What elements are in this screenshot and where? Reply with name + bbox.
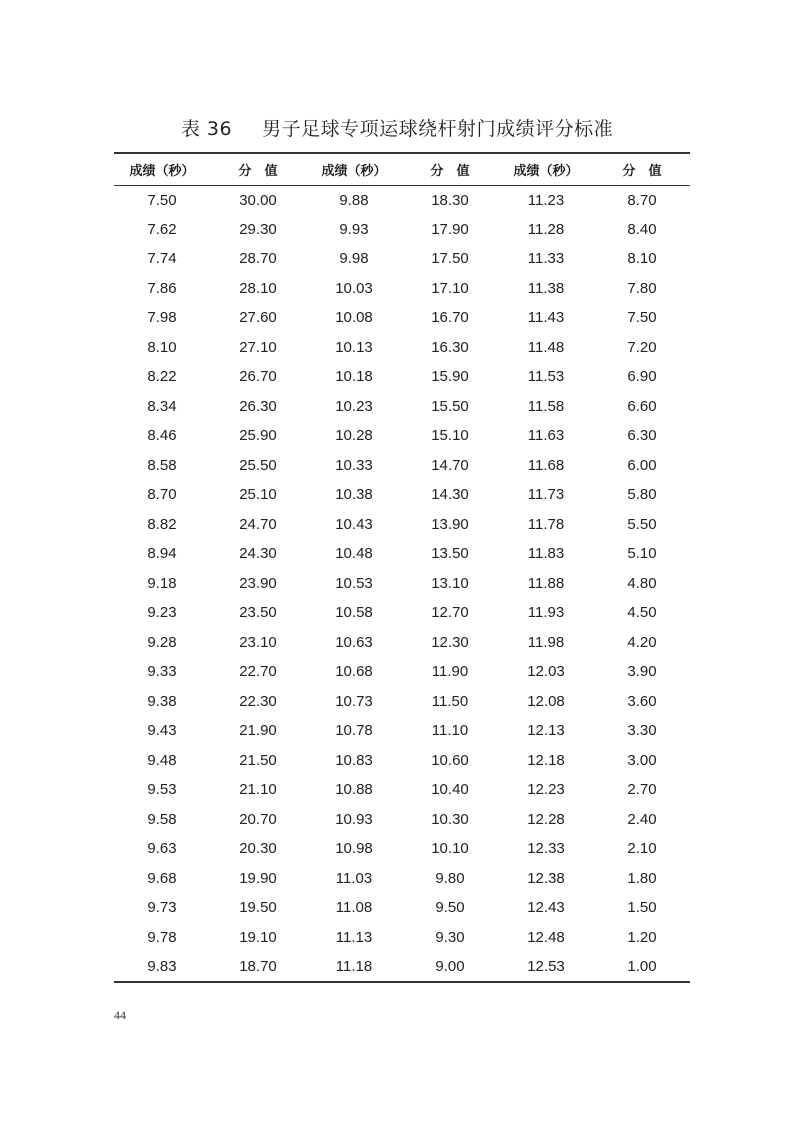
cell-time-2: 10.18 bbox=[335, 368, 373, 386]
table-row bbox=[114, 952, 690, 982]
cell-time-2: 10.88 bbox=[335, 781, 373, 799]
cell-score-3: 5.50 bbox=[627, 515, 657, 533]
cell-time-1: 9.18 bbox=[147, 574, 177, 592]
cell-score-1: 23.90 bbox=[239, 574, 277, 592]
cell-time-1: 7.86 bbox=[147, 279, 177, 297]
cell-time-3: 12.38 bbox=[527, 869, 565, 887]
cell-score-3: 2.70 bbox=[627, 781, 657, 799]
cell-score-3: 1.50 bbox=[627, 899, 657, 917]
table-row bbox=[114, 303, 690, 333]
cell-time-3: 12.33 bbox=[527, 840, 565, 858]
cell-score-1: 27.60 bbox=[239, 309, 277, 327]
cell-score-2: 17.90 bbox=[431, 220, 469, 238]
cell-time-1: 9.73 bbox=[147, 899, 177, 917]
cell-score-3: 4.20 bbox=[627, 633, 657, 651]
cell-time-3: 11.58 bbox=[527, 397, 565, 415]
cell-score-3: 5.10 bbox=[627, 545, 657, 563]
table-row bbox=[114, 480, 690, 510]
table-row bbox=[114, 628, 690, 658]
cell-score-2: 14.70 bbox=[431, 456, 469, 474]
cell-score-1: 20.30 bbox=[239, 840, 277, 858]
cell-score-3: 3.00 bbox=[627, 751, 657, 769]
cell-time-2: 10.98 bbox=[335, 840, 373, 858]
cell-time-1: 9.58 bbox=[147, 810, 177, 828]
cell-score-1: 21.50 bbox=[239, 751, 277, 769]
cell-time-3: 11.53 bbox=[527, 368, 565, 386]
cell-score-1: 28.70 bbox=[239, 250, 277, 268]
cell-score-3: 6.60 bbox=[627, 397, 657, 415]
cell-time-1: 7.50 bbox=[147, 191, 177, 209]
cell-time-1: 9.63 bbox=[147, 840, 177, 858]
cell-score-2: 16.70 bbox=[431, 309, 469, 327]
cell-time-2: 10.68 bbox=[335, 663, 373, 681]
table-row bbox=[114, 510, 690, 540]
cell-score-2: 17.50 bbox=[431, 250, 469, 268]
cell-time-3: 11.83 bbox=[527, 545, 565, 563]
cell-score-2: 16.30 bbox=[431, 338, 469, 356]
cell-score-3: 2.40 bbox=[627, 810, 657, 828]
table-row bbox=[114, 893, 690, 923]
table-caption: 男子足球专项运球绕杆射门成绩评分标准 bbox=[262, 118, 614, 140]
cell-score-1: 21.90 bbox=[239, 722, 277, 740]
cell-score-3: 3.60 bbox=[627, 692, 657, 710]
cell-time-3: 11.93 bbox=[527, 604, 565, 622]
cell-time-2: 11.08 bbox=[335, 899, 373, 917]
cell-score-3: 3.90 bbox=[627, 663, 657, 681]
cell-time-3: 12.23 bbox=[527, 781, 565, 799]
header-time-3: 成绩（秒） bbox=[498, 153, 594, 185]
table-row bbox=[114, 244, 690, 274]
cell-score-1: 20.70 bbox=[239, 810, 277, 828]
cell-score-1: 24.30 bbox=[239, 545, 277, 563]
cell-score-1: 18.70 bbox=[210, 952, 306, 982]
cell-score-1: 26.30 bbox=[239, 397, 277, 415]
cell-score-3: 8.10 bbox=[627, 250, 657, 268]
cell-score-1: 25.90 bbox=[239, 427, 277, 445]
cell-score-2: 9.00 bbox=[402, 952, 498, 982]
cell-score-3: 7.80 bbox=[627, 279, 657, 297]
table-row bbox=[114, 392, 690, 422]
cell-time-3: 11.68 bbox=[527, 456, 565, 474]
table-row bbox=[114, 215, 690, 245]
cell-score-2: 12.70 bbox=[431, 604, 469, 622]
cell-time-1: 8.34 bbox=[147, 397, 177, 415]
cell-time-1: 8.82 bbox=[147, 515, 177, 533]
cell-score-1: 21.10 bbox=[239, 781, 277, 799]
table-row bbox=[114, 569, 690, 599]
cell-score-2: 9.30 bbox=[435, 928, 465, 946]
cell-time-3: 12.53 bbox=[498, 952, 594, 982]
cell-score-2: 13.10 bbox=[431, 574, 469, 592]
header-row bbox=[114, 153, 690, 185]
cell-time-3: 11.38 bbox=[527, 279, 565, 297]
cell-time-2: 10.38 bbox=[335, 486, 373, 504]
table-row bbox=[114, 362, 690, 392]
cell-score-3: 1.00 bbox=[594, 952, 690, 982]
cell-score-1: 25.10 bbox=[239, 486, 277, 504]
cell-time-3: 12.03 bbox=[527, 663, 565, 681]
table-row bbox=[114, 333, 690, 363]
cell-time-2: 10.63 bbox=[335, 633, 373, 651]
cell-time-2: 10.23 bbox=[335, 397, 373, 415]
cell-score-2: 14.30 bbox=[431, 486, 469, 504]
cell-score-2: 15.50 bbox=[431, 397, 469, 415]
cell-time-2: 10.43 bbox=[335, 515, 373, 533]
cell-time-1: 8.10 bbox=[147, 338, 177, 356]
cell-score-3: 1.80 bbox=[627, 869, 657, 887]
cell-score-1: 19.50 bbox=[239, 899, 277, 917]
cell-score-2: 15.90 bbox=[431, 368, 469, 386]
cell-score-2: 15.10 bbox=[431, 427, 469, 445]
cell-score-1: 22.70 bbox=[239, 663, 277, 681]
cell-time-3: 11.73 bbox=[527, 486, 565, 504]
cell-score-1: 26.70 bbox=[239, 368, 277, 386]
cell-time-3: 12.48 bbox=[527, 928, 565, 946]
header-score-2: 分 值 bbox=[402, 153, 498, 185]
cell-score-2: 11.90 bbox=[431, 663, 469, 681]
cell-score-3: 3.30 bbox=[627, 722, 657, 740]
cell-time-3: 11.23 bbox=[527, 191, 565, 209]
page-number: 44 bbox=[114, 1008, 126, 1022]
cell-time-1: 9.48 bbox=[147, 751, 177, 769]
cell-score-2: 10.60 bbox=[431, 751, 469, 769]
header-time-2: 成绩（秒） bbox=[306, 153, 402, 185]
cell-score-3: 8.70 bbox=[627, 191, 657, 209]
cell-score-3: 7.20 bbox=[627, 338, 657, 356]
cell-time-1: 9.83 bbox=[114, 952, 210, 982]
cell-score-1: 27.10 bbox=[239, 338, 277, 356]
cell-time-2: 10.13 bbox=[335, 338, 373, 356]
table-row bbox=[114, 274, 690, 304]
table-row bbox=[114, 834, 690, 864]
cell-score-1: 22.30 bbox=[239, 692, 277, 710]
cell-score-1: 30.00 bbox=[239, 191, 277, 209]
cell-time-1: 9.68 bbox=[147, 869, 177, 887]
cell-time-1: 9.28 bbox=[147, 633, 177, 651]
cell-score-1: 19.90 bbox=[239, 869, 277, 887]
table-row bbox=[114, 746, 690, 776]
table-row bbox=[114, 716, 690, 746]
table-body bbox=[114, 185, 690, 982]
table-row bbox=[114, 451, 690, 481]
cell-time-1: 9.43 bbox=[147, 722, 177, 740]
cell-score-1: 23.10 bbox=[239, 633, 277, 651]
cell-score-1: 28.10 bbox=[239, 279, 277, 297]
table-row bbox=[114, 185, 690, 215]
cell-time-3: 11.78 bbox=[527, 515, 565, 533]
cell-score-3: 6.90 bbox=[627, 368, 657, 386]
cell-time-2: 10.83 bbox=[335, 751, 373, 769]
cell-time-3: 12.43 bbox=[527, 899, 565, 917]
header-score-3: 分 值 bbox=[594, 153, 690, 185]
cell-score-2: 13.50 bbox=[431, 545, 469, 563]
cell-time-1: 9.78 bbox=[147, 928, 177, 946]
cell-time-3: 12.13 bbox=[527, 722, 565, 740]
cell-time-1: 8.22 bbox=[147, 368, 177, 386]
table-row bbox=[114, 687, 690, 717]
table-row bbox=[114, 598, 690, 628]
cell-time-1: 7.98 bbox=[147, 309, 177, 327]
cell-time-3: 12.08 bbox=[527, 692, 565, 710]
cell-score-2: 10.10 bbox=[431, 840, 469, 858]
score-table bbox=[114, 152, 690, 983]
cell-score-3: 7.50 bbox=[627, 309, 657, 327]
cell-score-3: 4.80 bbox=[627, 574, 657, 592]
table-title bbox=[0, 114, 794, 141]
cell-time-1: 9.38 bbox=[147, 692, 177, 710]
cell-time-3: 11.63 bbox=[527, 427, 565, 445]
cell-score-3: 6.30 bbox=[627, 427, 657, 445]
cell-time-1: 8.58 bbox=[147, 456, 177, 474]
table-row bbox=[114, 805, 690, 835]
cell-score-1: 23.50 bbox=[239, 604, 277, 622]
cell-time-3: 11.88 bbox=[527, 574, 565, 592]
table-row bbox=[114, 864, 690, 894]
cell-score-2: 10.30 bbox=[431, 810, 469, 828]
table-row bbox=[114, 775, 690, 805]
cell-score-2: 18.30 bbox=[431, 191, 469, 209]
cell-time-1: 9.53 bbox=[147, 781, 177, 799]
cell-time-1: 7.74 bbox=[147, 250, 177, 268]
cell-time-2: 10.28 bbox=[335, 427, 373, 445]
cell-time-2: 11.03 bbox=[335, 869, 373, 887]
cell-time-2: 10.08 bbox=[335, 309, 373, 327]
cell-time-1: 9.33 bbox=[147, 663, 177, 681]
cell-score-3: 8.40 bbox=[627, 220, 657, 238]
cell-time-2: 10.73 bbox=[335, 692, 373, 710]
header-score-1: 分 值 bbox=[210, 153, 306, 185]
cell-score-2: 10.40 bbox=[431, 781, 469, 799]
table-row bbox=[114, 923, 690, 953]
cell-time-2: 10.03 bbox=[335, 279, 373, 297]
table-row bbox=[114, 539, 690, 569]
cell-score-1: 25.50 bbox=[239, 456, 277, 474]
cell-time-3: 11.98 bbox=[527, 633, 565, 651]
cell-time-2: 10.93 bbox=[335, 810, 373, 828]
cell-score-2: 9.50 bbox=[435, 899, 465, 917]
cell-time-3: 11.28 bbox=[527, 220, 565, 238]
cell-time-2: 10.33 bbox=[335, 456, 373, 474]
cell-score-3: 1.20 bbox=[627, 928, 657, 946]
cell-time-3: 12.28 bbox=[527, 810, 565, 828]
cell-score-3: 4.50 bbox=[627, 604, 657, 622]
cell-score-2: 13.90 bbox=[431, 515, 469, 533]
table-row bbox=[114, 657, 690, 687]
cell-time-3: 11.48 bbox=[527, 338, 565, 356]
header-time-1: 成绩（秒） bbox=[114, 153, 210, 185]
cell-score-2: 17.10 bbox=[431, 279, 469, 297]
cell-time-2: 10.53 bbox=[335, 574, 373, 592]
cell-time-3: 12.18 bbox=[527, 751, 565, 769]
cell-score-2: 11.10 bbox=[431, 722, 469, 740]
cell-score-1: 24.70 bbox=[239, 515, 277, 533]
cell-time-2: 10.48 bbox=[335, 545, 373, 563]
cell-time-3: 11.43 bbox=[527, 309, 565, 327]
cell-time-2: 11.18 bbox=[306, 952, 402, 982]
cell-time-1: 8.70 bbox=[147, 486, 177, 504]
cell-time-1: 9.23 bbox=[147, 604, 177, 622]
cell-score-3: 2.10 bbox=[627, 840, 657, 858]
cell-score-1: 29.30 bbox=[239, 220, 277, 238]
cell-score-2: 9.80 bbox=[435, 869, 465, 887]
cell-time-2: 9.88 bbox=[339, 191, 369, 209]
cell-time-1: 7.62 bbox=[147, 220, 177, 238]
cell-score-2: 12.30 bbox=[431, 633, 469, 651]
cell-score-3: 6.00 bbox=[627, 456, 657, 474]
cell-time-3: 11.33 bbox=[527, 250, 565, 268]
cell-time-2: 11.13 bbox=[335, 928, 373, 946]
cell-time-1: 8.46 bbox=[147, 427, 177, 445]
cell-time-2: 9.93 bbox=[339, 220, 369, 238]
cell-time-1: 8.94 bbox=[147, 545, 177, 563]
cell-score-3: 5.80 bbox=[627, 486, 657, 504]
cell-time-2: 9.98 bbox=[339, 250, 369, 268]
table-row bbox=[114, 421, 690, 451]
cell-time-2: 10.58 bbox=[335, 604, 373, 622]
table-number: 表 36 bbox=[180, 118, 233, 140]
cell-time-2: 10.78 bbox=[335, 722, 373, 740]
cell-score-1: 19.10 bbox=[239, 928, 277, 946]
cell-score-2: 11.50 bbox=[431, 692, 469, 710]
